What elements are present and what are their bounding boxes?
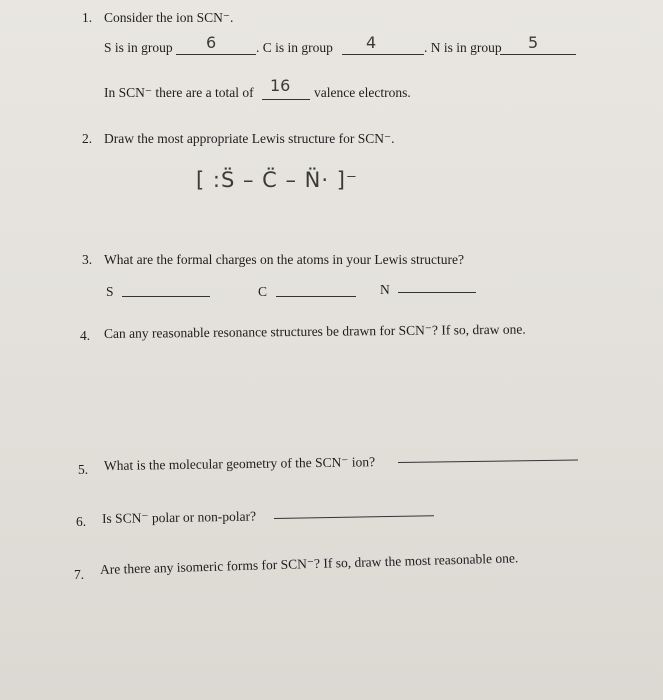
q1-prompt: Consider the ion SCN⁻. <box>104 10 234 25</box>
q3-s-label: S <box>106 284 114 299</box>
q6-prompt: Is SCN⁻ polar or non-polar? <box>101 508 257 526</box>
q3-prompt: What are the formal charges on the atoms in your Lewis structure? <box>104 252 464 267</box>
q3-n-label: N <box>380 282 390 297</box>
q2-lewis-answer: [ :S̈ – C̈ – N̈· ]⁻ <box>196 168 358 192</box>
q1-c-answer: 4 <box>366 33 377 52</box>
q2-number: 2. <box>82 131 93 146</box>
q3-number: 3. <box>82 252 93 267</box>
q3-s-blank <box>122 296 210 297</box>
q2-prompt: Draw the most appropriate Lewis structure for SCN⁻. <box>104 131 395 146</box>
q1-c-label: . C is in group <box>256 40 333 55</box>
q1-n-blank <box>500 54 576 55</box>
q1-number: 1. <box>82 10 93 25</box>
q1-n-answer: 5 <box>528 33 539 52</box>
q3-c-blank <box>276 296 356 297</box>
q5-number: 5. <box>78 462 89 477</box>
q4-number: 4. <box>80 328 91 343</box>
q1-s-answer: 6 <box>206 33 217 52</box>
q6-number: 6. <box>76 514 87 529</box>
q5-prompt: What is the molecular geometry of the SCN⁻ ion? <box>103 454 376 473</box>
q3-c-label: C <box>258 284 268 299</box>
q1-s-blank <box>176 54 256 55</box>
q1-total-label-a: In SCN⁻ there are a total of <box>104 85 254 100</box>
q3-n-blank <box>398 292 476 293</box>
q1-n-label: . N is in group <box>424 40 502 55</box>
q5-blank <box>398 459 578 463</box>
q6-blank <box>274 515 434 519</box>
q1-s-label: S is in group <box>104 40 173 55</box>
q1-c-blank <box>342 54 424 55</box>
q4-prompt: Can any reasonable resonance structures be drawn for SCN⁻? If so, draw one. <box>103 321 526 341</box>
q1-total-blank <box>262 99 310 100</box>
q7-number: 7. <box>74 567 85 582</box>
q7-prompt: Are there any isomeric forms for SCN⁻? If so, draw the most reasonable one. <box>99 550 519 577</box>
q1-total-answer: 16 <box>270 76 291 95</box>
q1-total-label-b: valence electrons. <box>314 85 411 100</box>
